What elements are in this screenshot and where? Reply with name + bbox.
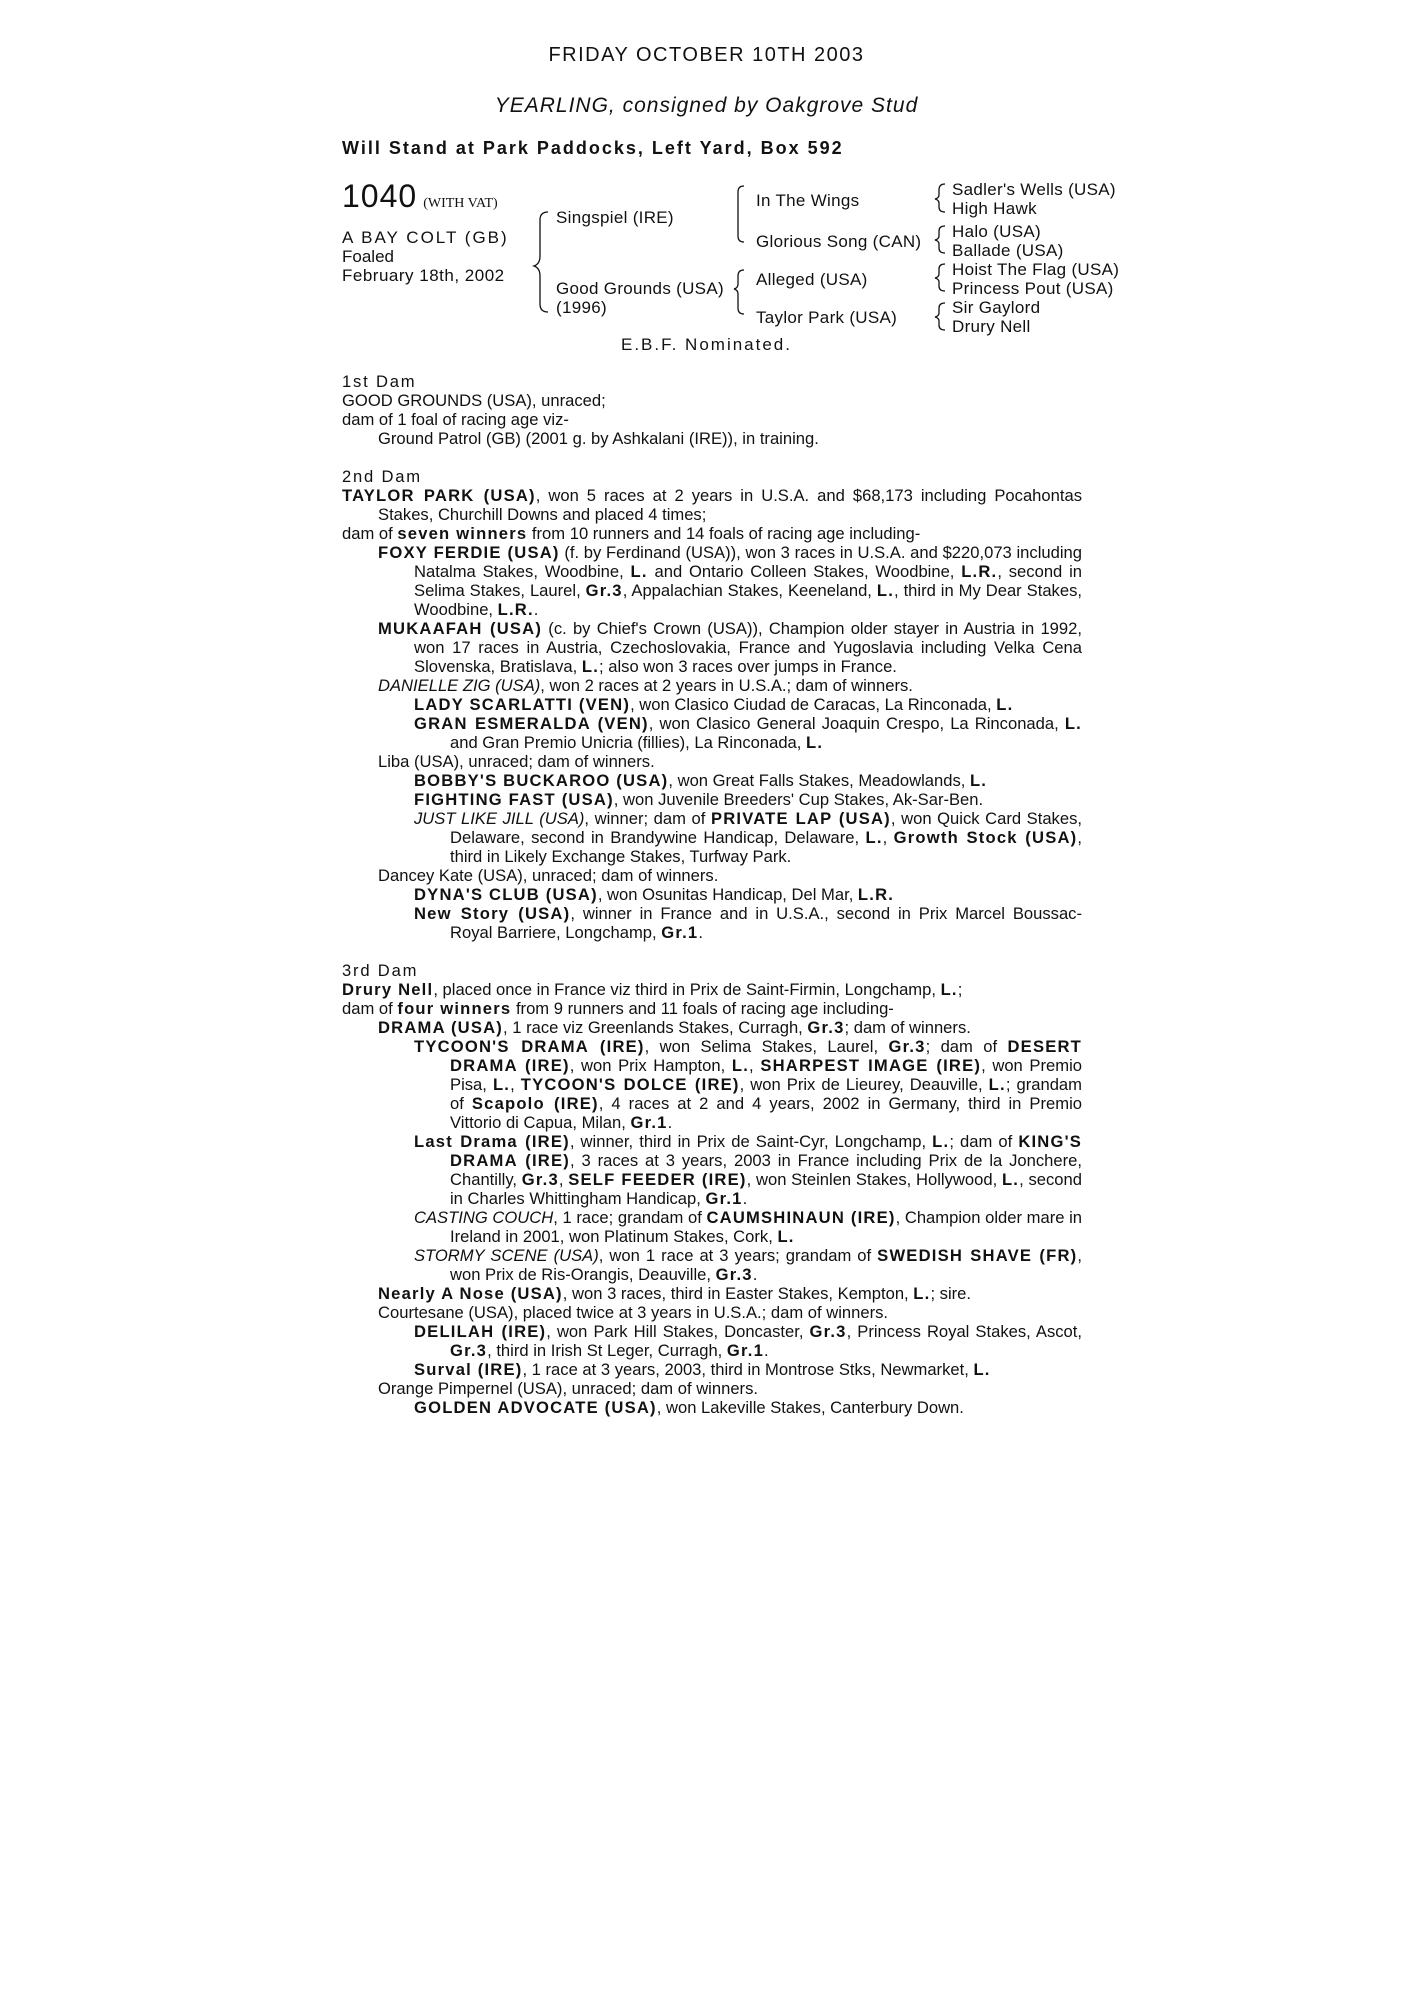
entry-new-story: New Story (USA), winner in France and in U.S.A., second in Prix Marcel Boussac-Royal Barriere, Longchamp, Gr.1. — [414, 904, 1083, 942]
entry-drama: DRAMA (USA), 1 race viz Greenlands Stakes, Curragh, Gr.3; dam of winners. — [378, 1018, 971, 1037]
entry-just-like-jill: JUST LIKE JILL (USA), winner; dam of PRIVATE LAP (USA), won Quick Card Stakes, Delaware, second in Brandywine Handicap, Delaware, L., Growth Stock (USA), third in Likely Exchange Stakes, Turfway Park. — [414, 809, 1082, 866]
entry-courtesane: Courtesane (USA), placed twice at 3 years in U.S.A.; dam of winners. — [378, 1303, 889, 1322]
entry-tycoons-drama: TYCOON'S DRAMA (IRE), won Selima Stakes, Laurel, Gr.3; dam of DESERT DRAMA (IRE), won Prix Hampton, L., SHARPEST IMAGE (IRE), won Premio Pisa, L., TYCOON'S DOLCE (IRE), won Prix de Lieurey, Deauville, L.; grandam of Scapolo (IRE), 4 races at 2 and 4 years, 2002 in Germany, third in Premio Vittorio di Capua, Milan, Gr.1. — [414, 1037, 1083, 1132]
consignor-line: YEARLING, consigned by Oakgrove Stud — [494, 94, 919, 117]
entry-last-drama: Last Drama (IRE), winner, third in Prix de Saint-Cyr, Longchamp, L.; dam of KING'S DRAMA (IRE), 3 races at 3 years, 2003 in France including Prix de la Jonchere, Chantilly, Gr.3, SELF FEEDER (IRE), won Steinlen Stakes, Hollywood, L., second in Charles Whittingham Handicap, Gr.1. — [414, 1132, 1083, 1208]
first-dam-produce-line: dam of 1 foal of racing age viz- — [342, 410, 569, 429]
stand-location: Will Stand at Park Paddocks, Left Yard, Box 592 — [342, 138, 844, 158]
first-dam-foal: Ground Patrol (GB) (2001 g. by Ashkalani (IRE)), in training. — [378, 429, 819, 448]
pedigree-g8: Drury Nell — [952, 317, 1031, 336]
entry-nearly-a-nose: Nearly A Nose (USA), won 3 races, third in Easter Stakes, Kempton, L.; sire. — [378, 1284, 972, 1303]
entry-surval: Surval (IRE), 1 race at 3 years, 2003, third in Montrose Stks, Newmarket, L. — [414, 1360, 991, 1379]
entry-foxy-ferdie: FOXY FERDIE (USA) (f. by Ferdinand (USA)), won 3 races in U.S.A. and $220,073 including Natalma Stakes, Woodbine, L. and Ontario Colleen Stakes, Woodbine, L.R., second in Selima Stakes, Laurel, Gr.3, Appalachian Stakes, Keeneland, L., third in My Dear Stakes, Woodbine, L.R.. — [378, 543, 1082, 619]
entry-danielle-zig: DANIELLE ZIG (USA), won 2 races at 2 years in U.S.A.; dam of winners. — [378, 676, 913, 695]
entry-mukaafah: MUKAAFAH (USA) (c. by Chief's Crown (USA)), Champion older stayer in Austria in 1992, won 17 races in Austria, Czechoslovakia, France and Yugoslavia including Velka Cena Slovenska, Bratislava, L.; also won 3 races over jumps in France. — [378, 619, 1082, 676]
pedigree-g7: Sir Gaylord — [952, 298, 1041, 317]
sale-date: FRIDAY OCTOBER 10TH 2003 — [548, 44, 865, 66]
catalogue-body — [342, 372, 1082, 1417]
entry-lady-scarlatti: LADY SCARLATTI (VEN), won Clasico Ciudad de Caracas, La Rinconada, L. — [414, 695, 1014, 714]
entry-dynas-club: DYNA'S CLUB (USA), won Osunitas Handicap, Del Mar, L.R. — [414, 885, 895, 904]
pedigree-g2: High Hawk — [952, 199, 1037, 218]
pedigree-g6: Princess Pout (USA) — [952, 279, 1114, 298]
foaled-label: Foaled — [342, 247, 394, 266]
pedigree-dam: Good Grounds (USA) — [556, 279, 724, 298]
horse-name: TAYLOR PARK (USA) — [342, 486, 536, 505]
pedigree-dam-year: (1996) — [556, 298, 607, 317]
pedigree-sire-sire: In The Wings — [756, 191, 860, 210]
entry-fighting-fast: FIGHTING FAST (USA), won Juvenile Breeders' Cup Stakes, Ak-Sar-Ben. — [414, 790, 984, 809]
pedigree-g3: Halo (USA) — [952, 222, 1041, 241]
pedigree-g1: Sadler's Wells (USA) — [952, 180, 1116, 199]
ebf-nominated: E.B.F. Nominated. — [620, 335, 792, 354]
entry-golden-advocate: GOLDEN ADVOCATE (USA), won Lakeville Stakes, Canterbury Down. — [414, 1398, 964, 1417]
pedigree-sire-dam: Glorious Song (CAN) — [756, 232, 922, 251]
lot-number-value: 1040 — [342, 178, 418, 214]
pedigree-g4: Ballade (USA) — [952, 241, 1064, 260]
first-dam-line: GOOD GROUNDS (USA), unraced; — [342, 391, 606, 410]
entry-dancey-kate: Dancey Kate (USA), unraced; dam of winners. — [378, 866, 719, 885]
pedigree-g5: Hoist The Flag (USA) — [952, 260, 1120, 279]
vat-note: (WITH VAT) — [423, 196, 498, 211]
entry-bobbys-buckaroo: BOBBY'S BUCKAROO (USA), won Great Falls Stakes, Meadowlands, L. — [414, 771, 988, 790]
entry-liba: Liba (USA), unraced; dam of winners. — [378, 752, 655, 771]
first-dam-heading: 1st Dam — [342, 372, 417, 391]
pedigree-dam-sire: Alleged (USA) — [756, 270, 868, 289]
second-dam-heading: 2nd Dam — [342, 467, 422, 486]
third-dam-entry: Drury Nell, placed once in France viz third in Prix de Saint-Firmin, Longchamp, L.; — [342, 980, 963, 999]
third-dam-produce-line: dam of four winners from 9 runners and 11 foals of racing age including- — [342, 999, 894, 1018]
entry-delilah: DELILAH (IRE), won Park Hill Stakes, Doncaster, Gr.3, Princess Royal Stakes, Ascot, Gr.3, third in Irish St Leger, Curragh, Gr.1. — [414, 1322, 1083, 1360]
second-dam-produce-line: dam of seven winners from 10 runners and 14 foals of racing age including- — [342, 524, 921, 543]
second-dam-entry: TAYLOR PARK (USA), won 5 races at 2 years in U.S.A. and $68,173 including Pocahontas Stakes, Churchill Downs and placed 4 times; — [342, 486, 1082, 524]
entry-gran-esmeralda: GRAN ESMERALDA (VEN), won Clasico General Joaquin Crespo, La Rinconada, L. and Gran Premio Unicria (fillies), La Rinconada, L. — [414, 714, 1082, 752]
foaled-date: February 18th, 2002 — [342, 266, 505, 285]
entry-casting-couch: CASTING COUCH, 1 race; grandam of CAUMSHINAUN (IRE), Champion older mare in Ireland in 2001, won Platinum Stakes, Cork, L. — [414, 1208, 1082, 1246]
pedigree-sire: Singspiel (IRE) — [556, 208, 674, 227]
pedigree-dam-dam: Taylor Park (USA) — [756, 308, 898, 327]
horse-description: A BAY COLT (GB) — [342, 228, 509, 247]
entry-orange-pimpernel: Orange Pimpernel (USA), unraced; dam of winners. — [378, 1379, 758, 1398]
entry-stormy-scene: STORMY SCENE (USA), won 1 race at 3 years; grandam of SWEDISH SHAVE (FR), won Prix de Ris-Orangis, Deauville, Gr.3. — [414, 1246, 1083, 1284]
third-dam-heading: 3rd Dam — [342, 961, 419, 980]
